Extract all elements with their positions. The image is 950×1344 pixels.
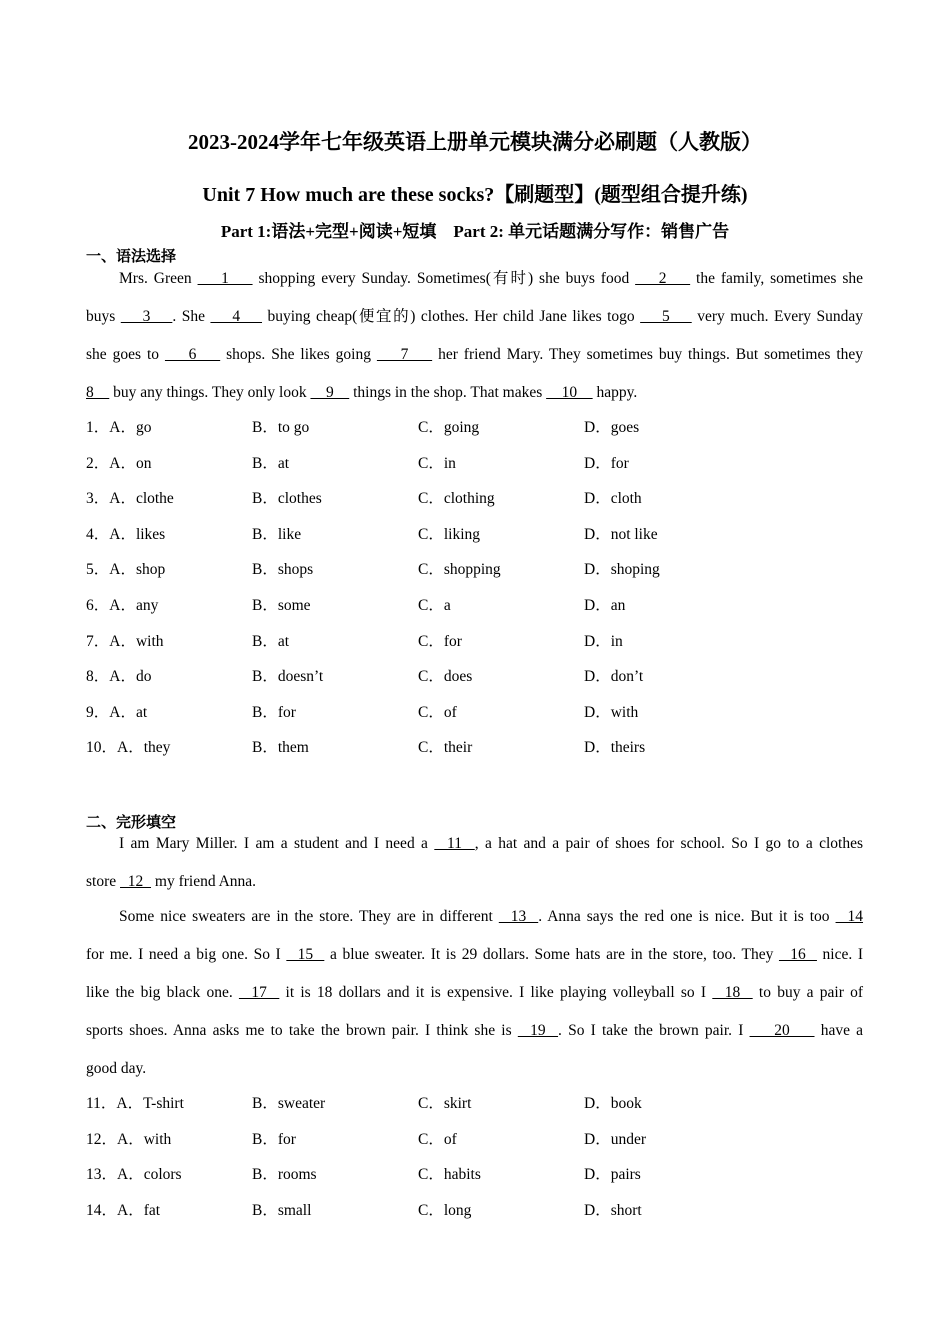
question-option-d[interactable]: D．book	[584, 1095, 642, 1112]
question-option-d[interactable]: D．in	[584, 632, 623, 650]
question-option-b[interactable]: B．rooms	[252, 1166, 317, 1184]
answer-blank: 17	[238, 984, 280, 1001]
question-option-c[interactable]: C．liking	[418, 525, 481, 543]
question-option-a[interactable]: 3．A．clothe	[86, 490, 174, 508]
passage-text: , a hat and a pair of shoes for school. So I go to a clothes	[474, 835, 863, 852]
question-option-c[interactable]: C．skirt	[418, 1095, 472, 1112]
question-option-c[interactable]: C．shopping	[418, 561, 501, 579]
section-heading-cloze: 二、完形填空	[86, 813, 177, 831]
passage-line	[86, 374, 863, 412]
question-option-c[interactable]: C．does	[418, 668, 473, 686]
passage-line	[86, 1050, 863, 1088]
passage-line	[86, 936, 863, 974]
question-option-c[interactable]: C．of	[418, 703, 457, 721]
question-option-a[interactable]: 9．A．at	[86, 703, 148, 721]
question-option-d[interactable]: D．not like	[584, 525, 658, 543]
question-option-b[interactable]: B．at	[252, 454, 290, 472]
question-row	[86, 1092, 866, 1116]
question-option-b[interactable]: B．them	[252, 739, 309, 757]
question-option-a[interactable]: 8．A．do	[86, 668, 152, 686]
question-option-b[interactable]: B．to go	[252, 419, 310, 436]
cloze-passage-2	[86, 898, 863, 1088]
question-option-c[interactable]: C．of	[418, 1130, 457, 1148]
question-option-c[interactable]: C．a	[418, 597, 451, 614]
passage-text: buy any things. They only look	[109, 384, 311, 401]
question-option-d[interactable]: D．with	[584, 703, 639, 721]
passage-text: I am Mary Miller. I am a student and I need a	[119, 835, 435, 852]
passage-line	[86, 336, 863, 374]
question-row	[86, 487, 866, 511]
question-row	[86, 736, 866, 760]
question-option-a[interactable]: 5．A．shop	[86, 561, 166, 579]
passage-text: shops. She likes going	[220, 346, 377, 363]
answer-blank: 20	[749, 1022, 815, 1039]
question-option-b[interactable]: B．small	[252, 1201, 312, 1219]
passage-text: . She	[172, 308, 211, 325]
question-option-d[interactable]: D．under	[584, 1130, 646, 1148]
answer-blank: 5	[640, 308, 692, 325]
passage-text: for me. I need a big one. So I	[86, 946, 287, 963]
passage-line	[86, 863, 863, 901]
passage-line	[86, 898, 863, 936]
question-option-a[interactable]: 12．A．with	[86, 1130, 172, 1148]
passage-text: have a	[814, 1022, 864, 1039]
question-row	[86, 558, 866, 582]
passage-line	[86, 1012, 863, 1050]
answer-blank: 15	[286, 946, 325, 963]
passage-text: happy.	[592, 384, 638, 401]
answer-blank: 16	[778, 946, 817, 963]
passage-text: the family, sometimes she	[690, 270, 863, 287]
question-option-d[interactable]: D．theirs	[584, 739, 646, 757]
answer-blank: 10	[546, 384, 593, 401]
question-option-c[interactable]: C．long	[418, 1201, 472, 1219]
question-row	[86, 452, 866, 476]
question-option-c[interactable]: C．for	[418, 632, 462, 650]
question-option-a[interactable]: 1．A．go	[86, 419, 152, 436]
answer-blank: 12	[120, 873, 152, 890]
answer-blank: 9	[310, 384, 350, 401]
answer-blank: 11	[434, 835, 475, 852]
passage-line	[86, 974, 863, 1012]
passage-line	[86, 298, 863, 336]
passage-text: shopping every Sunday. Sometimes(有时) she buys food	[252, 270, 636, 287]
answer-blank: 14	[835, 908, 864, 925]
passage-text: her friend Mary. They sometimes buy things. But sometimes they	[432, 346, 864, 363]
question-option-b[interactable]: B．for	[252, 1130, 296, 1148]
question-option-d[interactable]: D．for	[584, 454, 629, 472]
question-option-c[interactable]: C．going	[418, 419, 480, 436]
passage-text: a blue sweater. It is 29 dollars. Some hats are in the store, too. They	[324, 946, 779, 963]
passage-text: to buy a pair of	[752, 984, 863, 1001]
question-option-b[interactable]: B．at	[252, 632, 290, 650]
passage-text: Mrs. Green	[119, 270, 198, 287]
answer-blank: 7	[376, 346, 433, 363]
passage-text: sports shoes. Anna asks me to take the brown pair. I think she is	[86, 1022, 518, 1039]
answer-blank: 18	[712, 984, 753, 1001]
question-option-b[interactable]: B．like	[252, 525, 302, 543]
passage-text: . Anna says the red one is nice. But it is too	[538, 908, 836, 925]
question-option-a[interactable]: 6．A．any	[86, 597, 159, 614]
section-heading-grammar: 一、语法选择	[86, 247, 177, 265]
answer-blank: 1	[197, 270, 253, 287]
question-row	[86, 1199, 866, 1223]
question-option-c[interactable]: C．their	[418, 739, 473, 757]
answer-blank: 2	[635, 270, 691, 287]
passage-text: nice. I	[816, 946, 864, 963]
question-row	[86, 523, 866, 547]
question-option-a[interactable]: 4．A．likes	[86, 525, 166, 543]
question-option-a[interactable]: 11．A．T-shirt	[86, 1095, 184, 1112]
unit-subtitle: Unit 7 How much are these socks?【刷题型】(题型组合提升练)	[202, 184, 748, 206]
question-option-a[interactable]: 7．A．with	[86, 632, 164, 650]
question-option-d[interactable]: D．shoping	[584, 561, 660, 579]
passage-text: very much. Every Sunday	[691, 308, 863, 325]
question-row	[86, 594, 866, 618]
passage-text: my friend Anna.	[151, 873, 257, 890]
question-row	[86, 665, 866, 689]
question-option-d[interactable]: D．an	[584, 597, 626, 614]
question-option-b[interactable]: B．clothes	[252, 490, 322, 508]
parts-line: Part 1:语法+完型+阅读+短填 Part 2: 单元话题满分写作：销售广告	[220, 222, 730, 241]
grammar-passage	[86, 260, 863, 412]
document-title: 2023-2024学年七年级英语上册单元模块满分必刷题（人教版）	[188, 130, 762, 154]
question-row	[86, 416, 866, 440]
question-option-d[interactable]: D．don’t	[584, 668, 644, 686]
passage-line	[86, 825, 863, 863]
passage-text: store	[86, 873, 121, 890]
cloze-passage-1	[86, 825, 863, 901]
question-row	[86, 701, 866, 725]
passage-text: it is 18 dollars and it is expensive. I like playing volleyball so I	[279, 984, 713, 1001]
passage-text: buying cheap(便宜的) clothes. Her child Jane likes togo	[262, 308, 641, 325]
passage-text: . So I take the brown pair. I	[558, 1022, 750, 1039]
question-option-a[interactable]: 13．A．colors	[86, 1166, 182, 1184]
question-option-a[interactable]: 2．A．on	[86, 454, 152, 472]
question-option-a[interactable]: 10．A．they	[86, 739, 171, 757]
answer-blank: 3	[120, 308, 173, 325]
answer-blank: 8	[86, 384, 110, 401]
question-option-c[interactable]: C．clothing	[418, 490, 495, 508]
question-option-d[interactable]: D．short	[584, 1201, 642, 1219]
question-row	[86, 1163, 866, 1187]
answer-blank: 19	[517, 1022, 559, 1039]
question-option-b[interactable]: B．doesn’t	[252, 668, 324, 686]
passage-text: things in the shop. That makes	[349, 384, 547, 401]
question-option-b[interactable]: B．shops	[252, 561, 314, 579]
question-row	[86, 1128, 866, 1152]
question-option-d[interactable]: D．goes	[584, 419, 640, 436]
question-option-b[interactable]: B．sweater	[252, 1095, 326, 1112]
passage-text: buys	[86, 308, 121, 325]
question-option-c[interactable]: C．in	[418, 454, 456, 472]
passage-text: she goes to	[86, 346, 165, 363]
question-option-a[interactable]: 14．A．fat	[86, 1201, 161, 1219]
passage-text: like the big black one.	[86, 984, 239, 1001]
passage-line	[86, 260, 863, 298]
question-row	[86, 630, 866, 654]
question-option-b[interactable]: B．some	[252, 597, 311, 614]
answer-blank: 4	[210, 308, 263, 325]
passage-text: good day.	[86, 1060, 147, 1077]
question-option-c[interactable]: C．habits	[418, 1166, 481, 1184]
question-option-d[interactable]: D．cloth	[584, 490, 642, 508]
passage-text: Some nice sweaters are in the store. They are in different	[119, 908, 499, 925]
answer-blank: 13	[498, 908, 539, 925]
answer-blank: 6	[164, 346, 221, 363]
question-option-d[interactable]: D．pairs	[584, 1166, 641, 1184]
question-option-b[interactable]: B．for	[252, 703, 296, 721]
